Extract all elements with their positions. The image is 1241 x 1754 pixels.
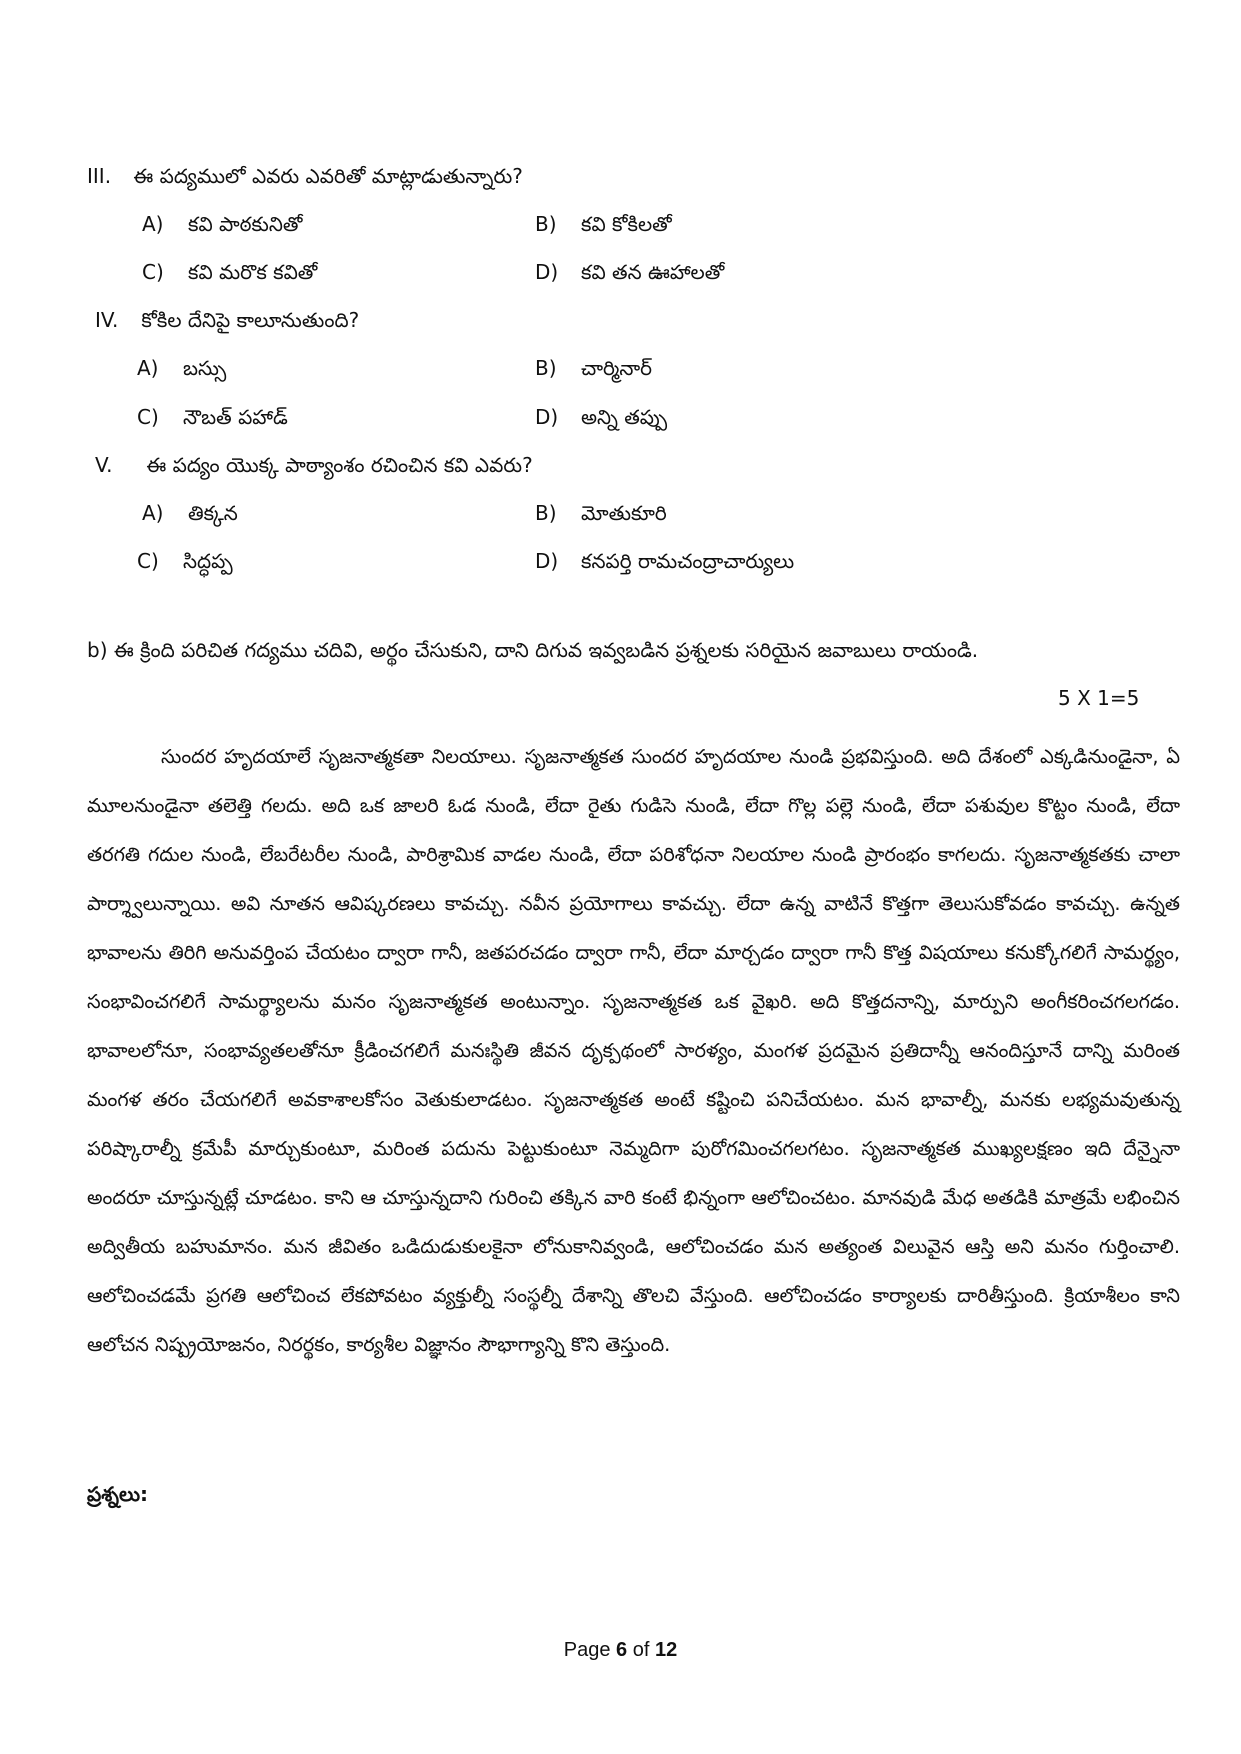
option-text: కవి కోకిలతో xyxy=(581,212,672,236)
question-number: III. xyxy=(87,164,112,188)
option-letter: D) xyxy=(535,405,559,429)
option-letter: B) xyxy=(535,501,557,525)
option-d xyxy=(535,403,667,431)
option-a xyxy=(137,354,226,382)
option-b xyxy=(535,499,667,527)
option-text: మోతుకూరి xyxy=(581,501,667,525)
option-letter: A) xyxy=(137,356,159,380)
option-letter: C) xyxy=(137,405,159,429)
option-a xyxy=(142,499,238,527)
option-text: తిక్కన xyxy=(188,501,238,525)
option-text: కవి తన ఊహాలతో xyxy=(581,260,725,284)
footer-prefix: Page xyxy=(563,1639,611,1661)
option-text: నౌబత్ పహాడ్ xyxy=(183,405,288,429)
option-text: సిద్ధప్ప xyxy=(183,549,233,573)
question-text: కోకిల దేనిపై కాలూనుతుంది? xyxy=(141,308,360,332)
option-letter: B) xyxy=(535,356,557,380)
question-iv xyxy=(95,306,359,334)
option-text: బస్సు xyxy=(183,356,227,380)
option-text: చార్మినార్ xyxy=(581,356,652,380)
option-letter: A) xyxy=(142,501,164,525)
option-c xyxy=(142,258,317,286)
total-page-number: 12 xyxy=(654,1639,678,1661)
option-text: కవి మరొక కవితో xyxy=(188,260,318,284)
question-number: IV. xyxy=(95,308,119,332)
option-a xyxy=(142,210,302,238)
option-text: కవి పాఠకునితో xyxy=(188,212,303,236)
option-letter: C) xyxy=(142,260,164,284)
question-v xyxy=(95,451,533,479)
footer-of: of xyxy=(632,1639,650,1661)
page-footer xyxy=(0,1637,1241,1663)
option-d xyxy=(535,258,724,286)
option-c xyxy=(137,403,288,431)
option-letter: D) xyxy=(535,260,559,284)
question-number: V. xyxy=(95,453,113,477)
option-letter: A) xyxy=(142,212,164,236)
question-text: ఈ పద్యం యొక్క పాఠ్యాంశం రచించిన కవి ఎవరు? xyxy=(146,453,533,477)
option-d xyxy=(535,547,794,575)
option-b xyxy=(535,210,672,238)
marks-label: 5 X 1=5 xyxy=(1058,686,1140,710)
option-b xyxy=(535,354,652,382)
questions-heading: ప్రశ్నలు: xyxy=(87,1482,149,1506)
option-text: అన్ని తప్పు xyxy=(581,405,668,429)
passage-paragraph: సుందర హృదయాలే సృజనాత్మకతా నిలయాలు. సృజనాత్మకత సుందర హృదయాల నుండి ప్రభవిస్తుంది. అది దేశంలో ఎక్కడినుండైనా, ఏ మూలనుండైనా తలెత్తి గలదు. అది ఒక జాలరి ఓడ నుండి, లేదా రైతు గుడిసె నుండి, లేదా గొల్ల పల్లె నుండి, లేదా పశువుల కొట్టం నుండి, లేదా తరగతి గదుల నుండి, లేబరేటరీల నుండి, పారిశ్రామిక వాడల నుండి, లేదా పరిశోధనా నిలయాల నుండి ప్రారంభం కాగలదు. సృజనాత్మకతకు చాలా పార్శ్వాలున్నాయి. అవి నూతన ఆవిష్కరణలు కావచ్చు. నవీన ప్రయోగాలు కావచ్చు. లేదా ఉన్న వాటినే కొత్తగా తెలుసుకోవడం కావచ్చు. ఉన్నత భావాలను తిరిగి అనువర్తింప చేయటం ద్వారా గానీ, జతపరచడం ద్వారా గానీ, లేదా మార్చడం ద్వారా గానీ కొత్త విషయాలు కనుక్కోగలిగే సామర్థ్యం, సంభావించగలిగే సామర్థ్యాలను మనం సృజనాత్మకత అంటున్నాం. సృజనాత్మకత ఒక వైఖరి. అది కొత్తదనాన్ని, మార్పుని అంగీకరించగలగడం. భావాలలోనూ, సంభావ్యతలతోనూ క్రీడించగలిగే మనఃస్థితి జీవన దృక్పథంలో సారళ్యం, మంగళ ప్రదమైన ప్రతిదాన్నీ ఆనందిస్తూనే దాన్ని మరింత మంగళ తరం చేయగలిగే అవకాశాలకోసం వెతుకులాడటం. సృజనాత్మకత అంటే కష్టించి పనిచేయటం. మన భావాల్నీ, మనకు లభ్యమవుతున్న పరిష్కారాల్నీ క్రమేపీ మార్చుకుంటూ, మరింత పదును పెట్టుకుంటూ నెమ్మదిగా పురోగమించగలగటం. సృజనాత్మకత ముఖ్యలక్షణం ఇది దేన్నైనా అందరూ చూస్తున్నట్లే చూడటం. కాని ఆ చూస్తున్నదాని గురించి తక్కిన వారి కంటే భిన్నంగా ఆలోచించటం. మానవుడి మేధ అతడికి మాత్రమే లభించిన అద్వితీయ బహుమానం. మన జీవితం ఒడిదుడుకులకైనా లోనుకానివ్వండి, ఆలోచించడం మన అత్యంత విలువైన ఆస్తి అని మనం గుర్తించాలి. ఆలోచించడమే ప్రగతి ఆలోచించ లేకపోవటం వ్యక్తుల్నీ సంస్థల్నీ దేశాన్ని తొలచి వేస్తుంది. ఆలోచించడం కార్యాలకు దారితీస్తుంది. క్రియాశీలం కాని ఆలోచన నిష్ప్రయోజనం, నిరర్థకం, కార్యశీల విజ్ఞానం సౌభాగ్యాన్ని కొని తెస్తుంది. xyxy=(87,745,1180,1356)
option-letter: B) xyxy=(535,212,557,236)
question-iii xyxy=(87,162,523,190)
option-letter: C) xyxy=(137,549,159,573)
section-b-instruction: b) ఈ క్రింది పరిచిత గద్యము చదివి, అర్థం చేసుకుని, దాని దిగువ ఇవ్వబడిన ప్రశ్నలకు సరియైన జవాబులు రాయండి. xyxy=(87,638,979,662)
question-text: ఈ పద్యములో ఎవరు ఎవరితో మాట్లాడుతున్నారు? xyxy=(133,164,523,188)
current-page-number: 6 xyxy=(616,1639,628,1661)
option-letter: D) xyxy=(535,549,559,573)
option-c xyxy=(137,547,233,575)
option-text: కనపర్తి రామచంద్రాచార్యులు xyxy=(581,549,795,573)
